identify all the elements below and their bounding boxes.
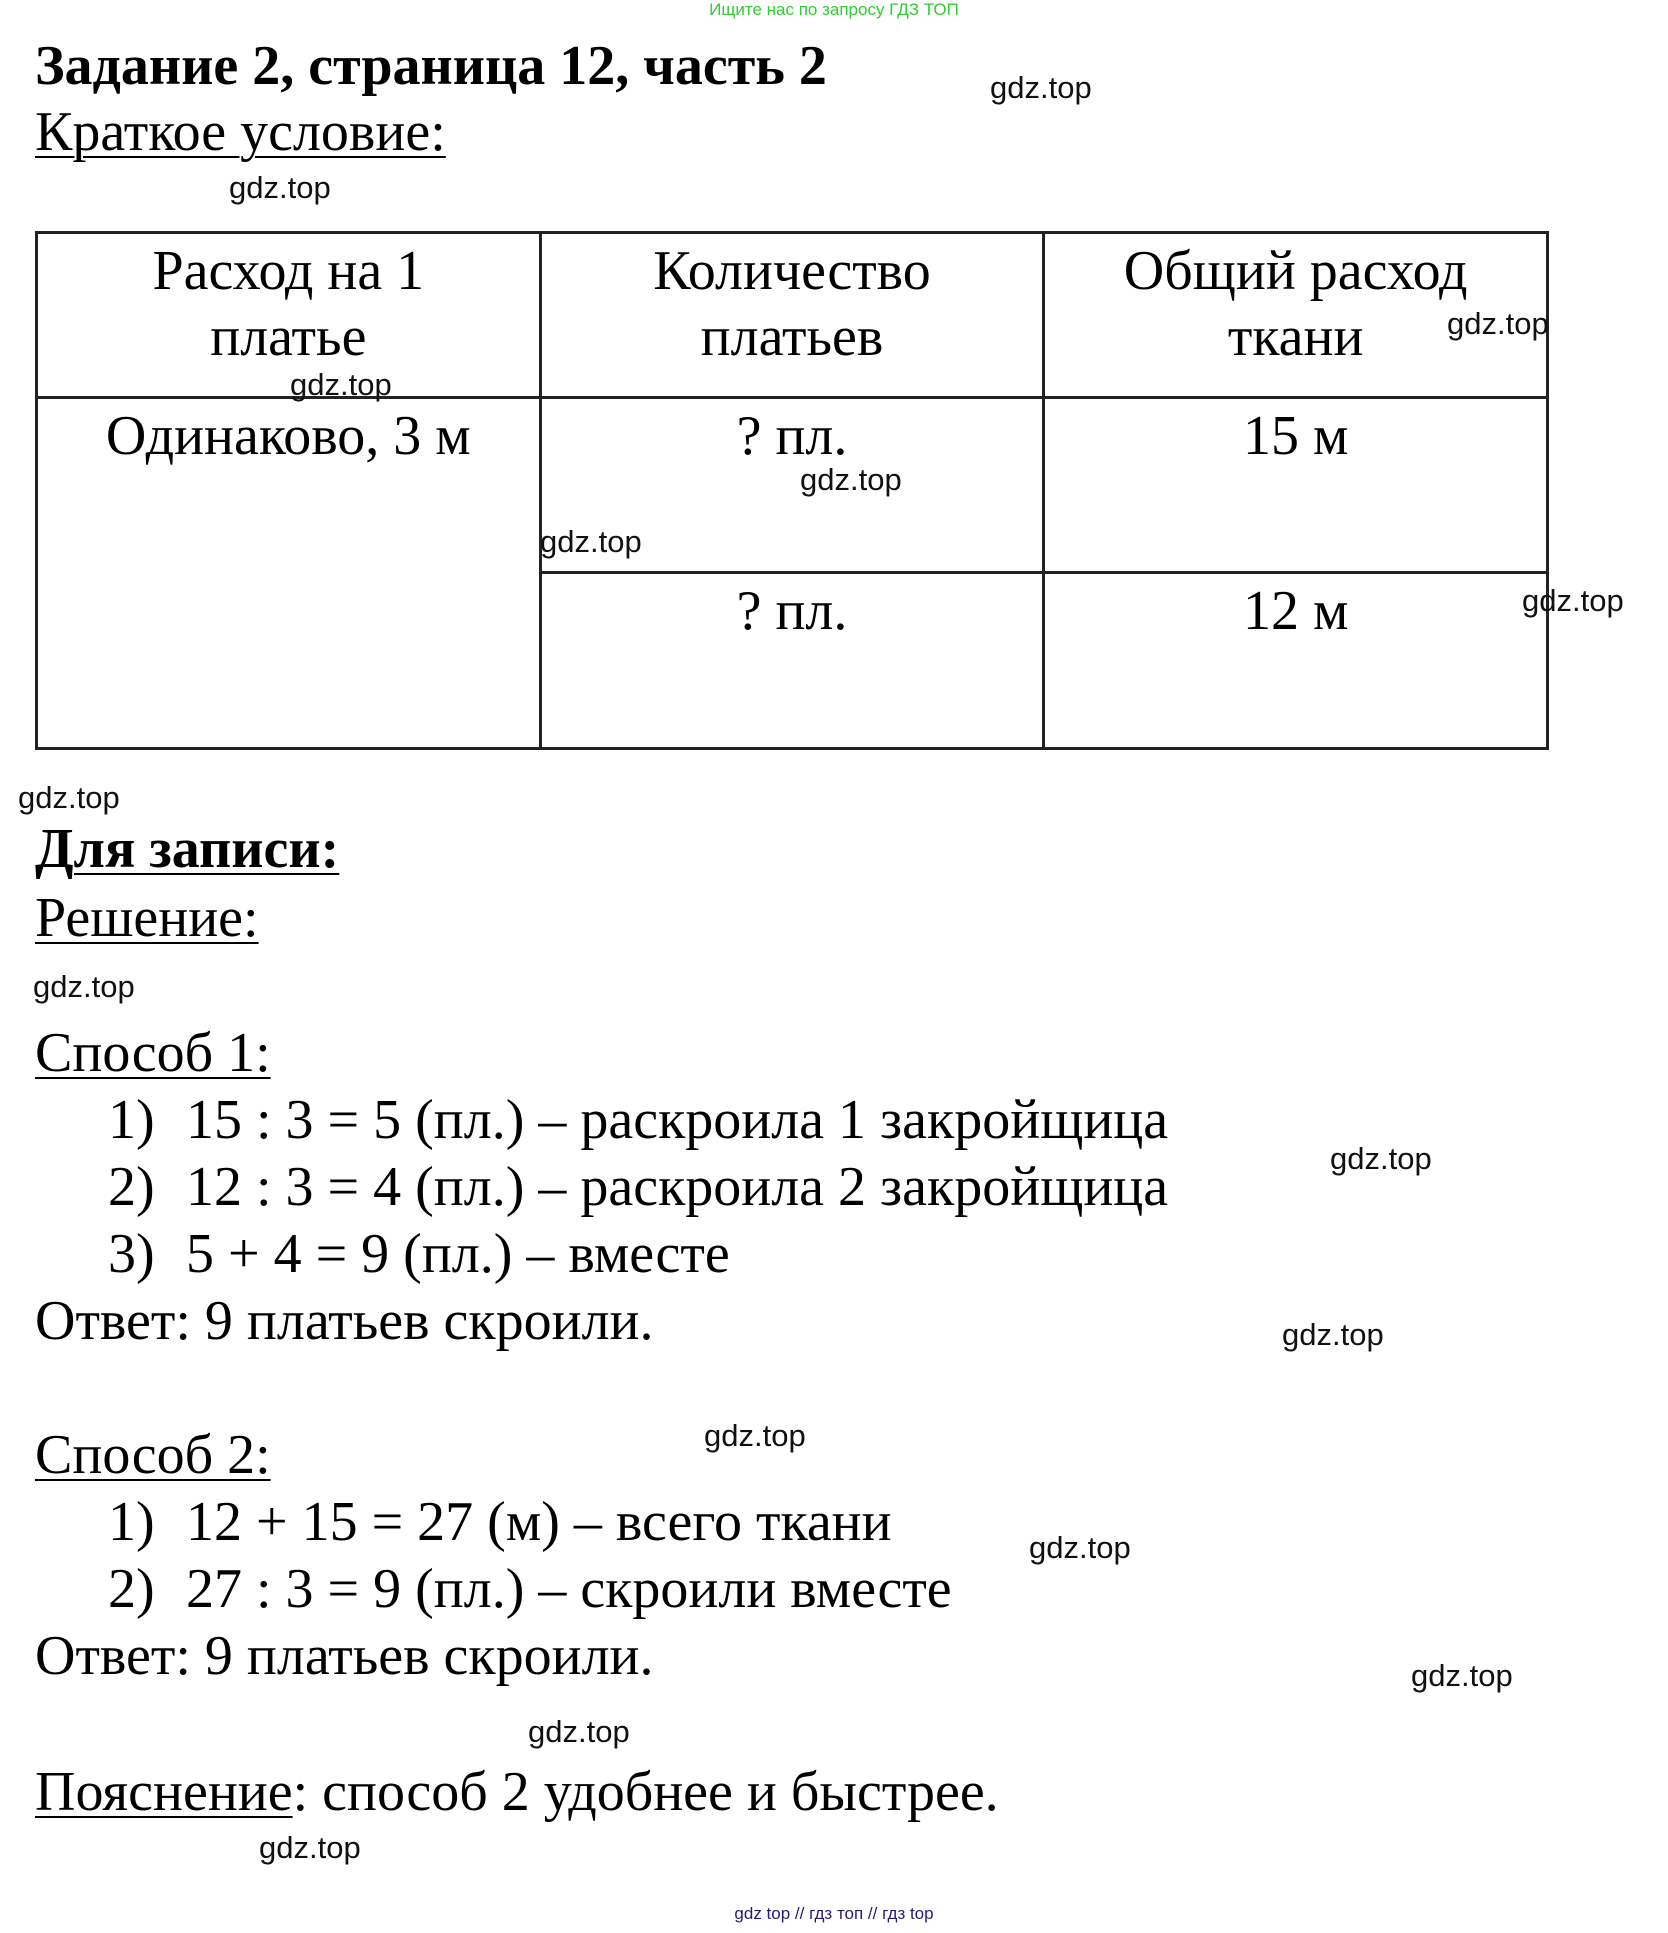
short-condition-label: Краткое условие: bbox=[35, 101, 446, 163]
watermark: gdz.top bbox=[540, 524, 642, 559]
solution-label: Решение: bbox=[35, 887, 259, 949]
watermark: gdz.top bbox=[1411, 1658, 1513, 1693]
quantity-cell: ? пл. bbox=[540, 573, 1044, 749]
watermark: gdz.top bbox=[800, 462, 902, 497]
method1-step: 1) 15 : 3 = 5 (пл.) – раскроила 1 закройщица bbox=[108, 1089, 1169, 1151]
table-row bbox=[37, 398, 1548, 573]
watermark: gdz.top bbox=[704, 1418, 806, 1453]
footer: gdz top // гдз топ // гдз top bbox=[734, 1904, 934, 1923]
page-title: Задание 2, страница 12, часть 2 bbox=[35, 35, 827, 97]
method1-answer: Ответ: 9 платьев скроили. bbox=[35, 1290, 654, 1352]
method2-step: 1) 12 + 15 = 27 (м) – всего ткани bbox=[108, 1491, 892, 1553]
watermark: gdz.top bbox=[33, 969, 135, 1004]
watermark: gdz.top bbox=[1522, 583, 1624, 618]
header-consumption: Расход на 1 платье bbox=[37, 233, 541, 398]
consumption-cell: Одинаково, 3 м bbox=[37, 398, 541, 749]
watermark: gdz.top bbox=[229, 170, 331, 205]
total-cell: 12 м bbox=[1044, 573, 1548, 749]
method2-step: 2) 27 : 3 = 9 (пл.) – скроили вместе bbox=[108, 1558, 952, 1620]
condition-table bbox=[35, 231, 1549, 750]
record-heading: Для записи: bbox=[35, 818, 340, 880]
method2-title: Способ 2: bbox=[35, 1424, 271, 1486]
top-banner: Ищите нас по запросу ГДЗ ТОП bbox=[709, 0, 959, 19]
watermark: gdz.top bbox=[1029, 1530, 1131, 1565]
table-header-row bbox=[37, 233, 1548, 398]
watermark: gdz.top bbox=[528, 1714, 630, 1749]
explanation-text: : способ 2 удобнее и быстрее. bbox=[292, 1761, 999, 1823]
watermark: gdz.top bbox=[259, 1830, 361, 1865]
watermark: gdz.top bbox=[1282, 1317, 1384, 1352]
watermark: gdz.top bbox=[990, 70, 1092, 105]
method1-title: Способ 1: bbox=[35, 1022, 271, 1084]
method1-step: 2) 12 : 3 = 4 (пл.) – раскроила 2 закройщица bbox=[108, 1156, 1169, 1218]
watermark: gdz.top bbox=[18, 780, 120, 815]
watermark: gdz.top bbox=[1330, 1141, 1432, 1176]
method2-answer: Ответ: 9 платьев скроили. bbox=[35, 1625, 654, 1687]
header-quantity: Количество платьев bbox=[540, 233, 1044, 398]
explanation-label: Пояснение bbox=[35, 1761, 293, 1823]
explanation bbox=[35, 1760, 999, 1824]
watermark: gdz.top bbox=[290, 367, 392, 402]
quantity-cell: ? пл. bbox=[540, 398, 1044, 573]
watermark: gdz.top bbox=[1447, 306, 1549, 341]
total-cell: 15 м bbox=[1044, 398, 1548, 573]
header-total: Общий расход ткани bbox=[1044, 233, 1548, 398]
method1-step: 3) 5 + 4 = 9 (пл.) – вместе bbox=[108, 1223, 730, 1285]
